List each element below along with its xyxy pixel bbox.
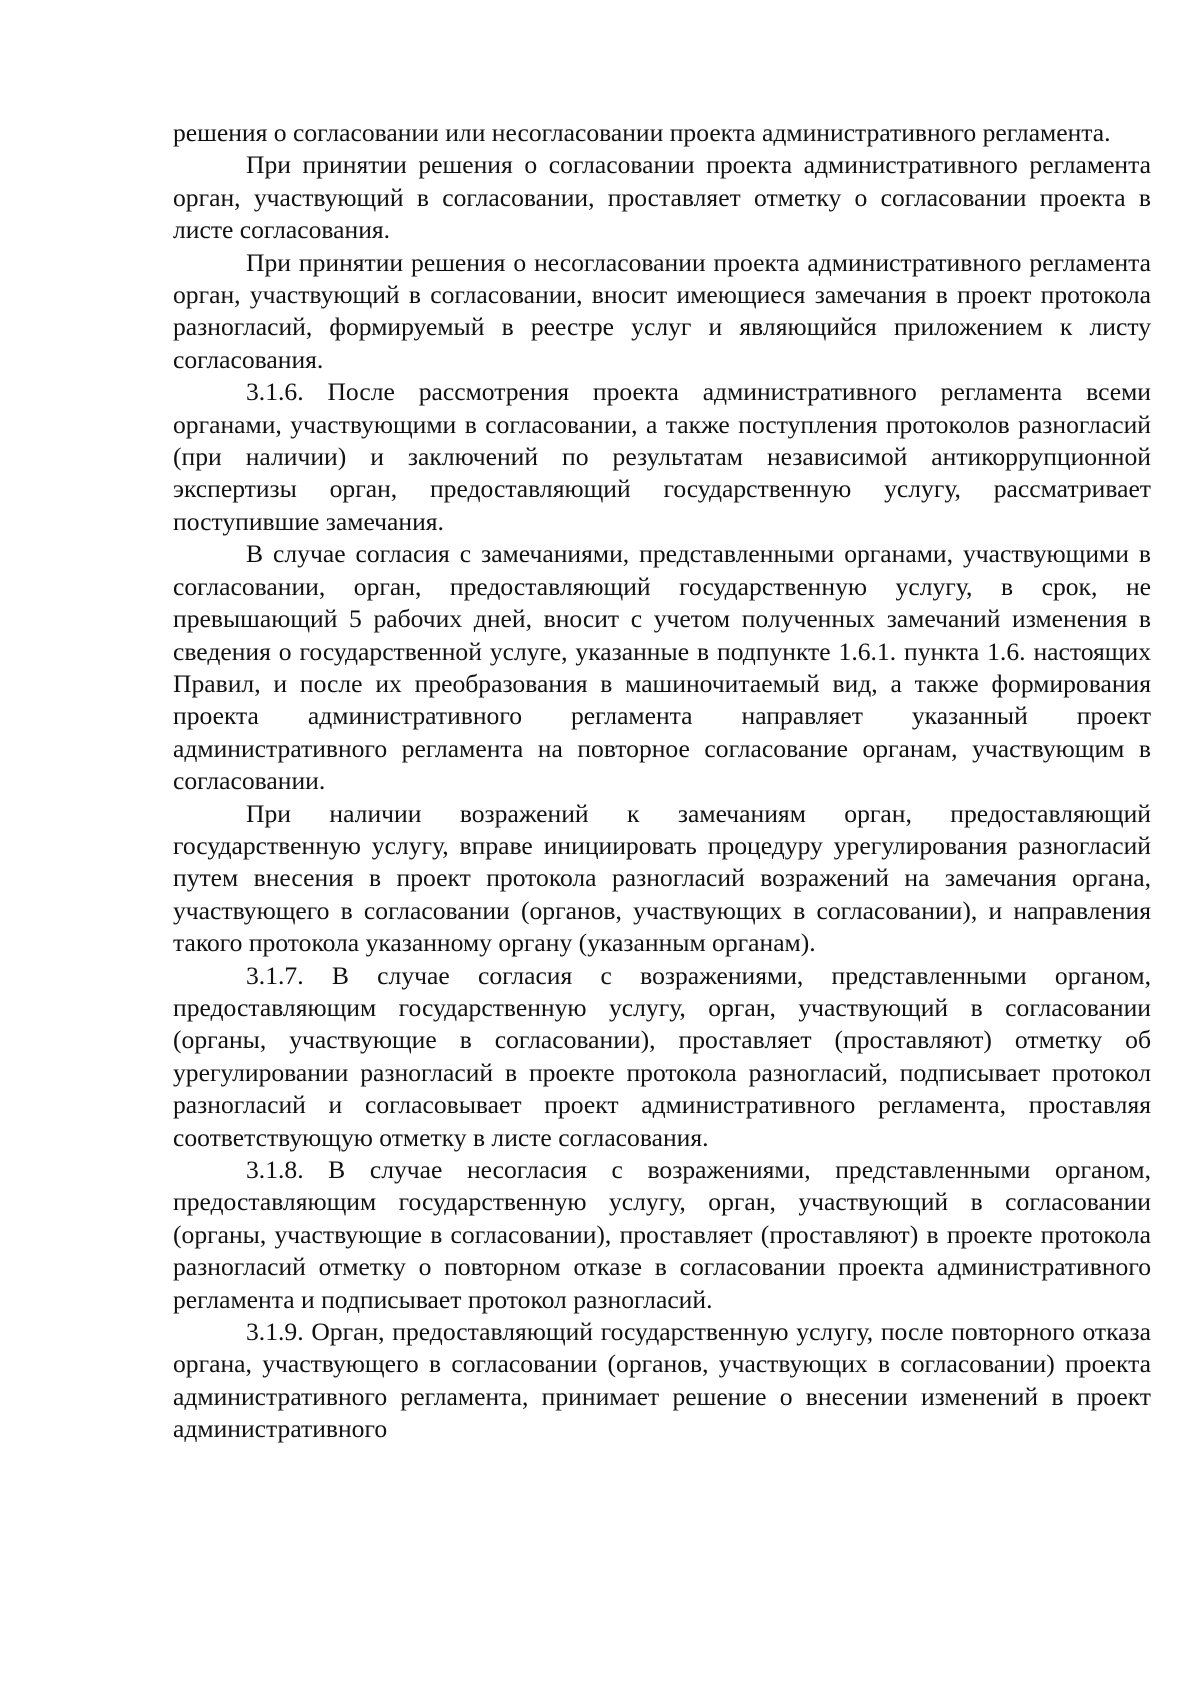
paragraph-approval-decision: При принятии решения о согласовании проекта административного регламента орган, участвующий в согласовании, проставляет отметку о согласовании проекта в листе согласования. (173, 150, 1151, 245)
paragraph-3-1-9: 3.1.9. Орган, предоставляющий государственную услугу, после повторного отказа органа, участвующего в согласовании (органов, участвующих в согласовании) проекта административного регламента, принимает решение о внесении изменений в проект административного (173, 1317, 1151, 1444)
paragraph-disapproval-decision: При принятии решения о несогласовании проекта административного регламента орган, участвующий в согласовании, вносит имеющиеся замечания в проект протокола разногласий, формируемый в реестре услуг и являющийся приложением к листу согласования. (173, 247, 1151, 374)
paragraph-agreement-with-remarks: В случае согласия с замечаниями, представленными органами, участвующими в согласовании, орган, предоставляющий государственную услугу, в срок, не превышающий 5 рабочих дней, вносит с учетом полученных замечаний изменения в сведения о государственной услуге, указанные в подпункте 1.6.1. пункта 1.6. настоящих Правил, и после их преобразования в машиночитаемый вид, а также формирования проекта административного регламента направляет указанный проект административного регламента на повторное согласование органам, участвующим в согласовании. (173, 539, 1151, 796)
paragraph-continuation: решения о согласовании или несогласовании проекта административного регламента. (173, 118, 1111, 147)
paragraph-objections: При наличии возражений к замечаниям орган, предоставляющий государственную услугу, вправе инициировать процедуру урегулирования разногласий путем внесения в проект протокола разногласий возражений на замечания органа, участвующего в согласовании (органов, участвующих в согласовании), и направления такого протокола указанному органу (указанным органам). (173, 798, 1151, 958)
paragraph-3-1-7: 3.1.7. В случае согласия с возражениями, представленными органом, предоставляющим государственную услугу, орган, участвующий в согласовании (органы, участвующие в согласовании), проставляет (проставляют) отметку об урегулировании разногласий в проекте протокола разногласий, подписывает протокол разногласий и согласовывает проект административного регламента, проставляя соответствующую отметку в листе согласования. (173, 960, 1151, 1152)
paragraph-3-1-6: 3.1.6. После рассмотрения проекта административного регламента всеми органами, участвующими в согласовании, а также поступления протоколов разногласий (при наличии) и заключений по результатам независимой антикоррупционной экспертизы орган, предоставляющий государственную услугу, рассматривает поступившие замечания. (173, 377, 1151, 536)
document-body (173, 117, 1151, 1446)
paragraph-3-1-8: 3.1.8. В случае несогласия с возражениями, представленными органом, предоставляющим государственную услугу, орган, участвующий в согласовании (органы, участвующие в согласовании), проставляет (проставляют) в проекте протокола разногласий отметку о повторном отказе в согласовании проекта административного регламента и подписывает протокол разногласий. (173, 1155, 1151, 1314)
